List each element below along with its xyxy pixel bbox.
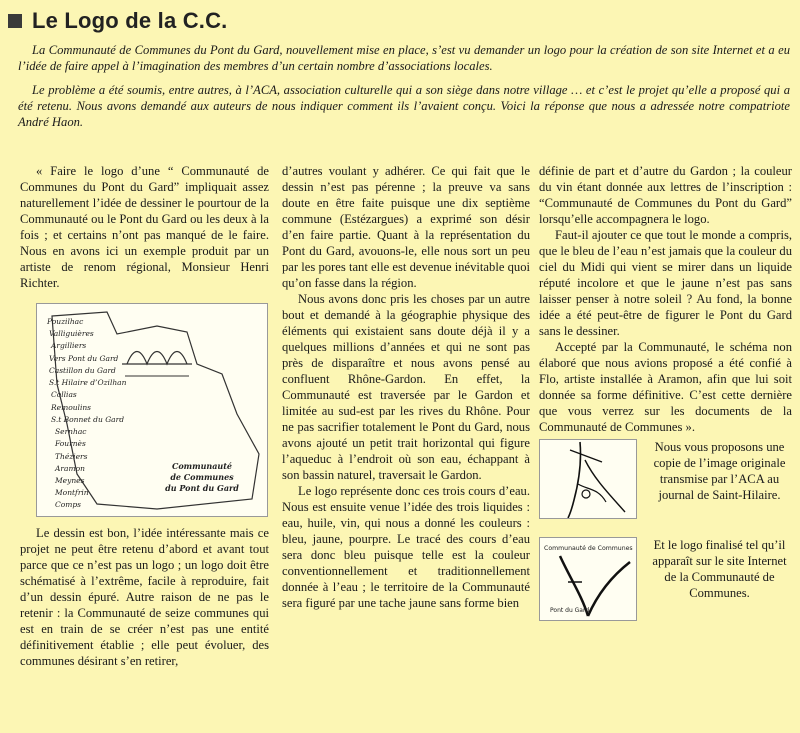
header-square-bullet xyxy=(8,14,22,28)
sketch-caption-line: de Communes xyxy=(170,472,234,482)
commune-label: S.t Hilaire d’Ozilhan xyxy=(49,378,127,387)
sketch-commune-labels xyxy=(46,317,127,509)
intro-text-1: La Communauté de Communes du Pont du Gard, nouvellement mise en place, s’est vu demander un logo pour la création de son site Internet et a eu l’idée de faire appel à l’imagination des membres d’un certain nombre d’associations locales. xyxy=(18,43,790,73)
sketch-caption xyxy=(165,461,239,493)
intro-paragraph-2 xyxy=(18,82,790,130)
commune-label: Argilliers xyxy=(51,341,87,350)
commune-label: Valliguières xyxy=(49,329,94,338)
col3-paragraph-2: Faut-il ajouter ce que tout le monde a compris, que le bleu de l’eau n’est jamais que la couleur du ciel du Midi qui vient se mirer dans un liquide réputé incolore et que le jaune n’est pas sans laisser penser à notre soleil ? Au fond, la bonne idée a été peut-être de figurer le Pont du Gard sans le dessiner. xyxy=(539,228,792,338)
intro-paragraph-1 xyxy=(18,42,790,74)
col1-paragraph-1: « Faire le logo d’une “ Communauté de Communes du Pont du Gard” impliquait assez naturellement l’idée de dessiner le pourtour de la Communauté ou le Pont du Gard ou les deux à la fois ; et certains n’ont pas manqué de le faire. Nous en avons ici un exemple produit par un artiste de renom régional, Monsieur Henri Richter. xyxy=(20,164,269,290)
commune-label: S.t Bonnet du Gard xyxy=(51,415,125,424)
col3-paragraph-3: Accepté par la Communauté, le schéma non élaboré que nous avions proposé a été confié à Flo, artiste installée à Aramon, afin que lui soit donnée sa forme définitive. C’est cette dernière que vous verrez sur les documents de la Communauté de Communes ». xyxy=(539,340,792,434)
commune-label: Collias xyxy=(51,390,77,399)
final-logo-caption: Et le logo finalisé tel qu’il apparaît sur le site Internet de la Communauté de Communes. xyxy=(652,538,787,600)
original-image-row xyxy=(539,439,792,519)
commune-label: Remoulins xyxy=(51,403,92,412)
sketch-caption-line: Communauté xyxy=(171,461,233,471)
column-1 xyxy=(20,163,269,669)
column-2 xyxy=(282,163,530,611)
commune-label: Vers Pont du Gard xyxy=(49,354,119,363)
article-header xyxy=(8,6,228,36)
intro-text-2: Le problème a été soumis, entre autres, à l’ACA, association culturelle qui a son siège dans notre village … et c’est le projet qu’elle a proposé qui a été retenu. Nous avons demandé aux auteurs de nous indiquer comment ils l’avaient conçu. Voici la réponse que nous a adressée notre compatriote André Haon. xyxy=(18,83,790,129)
commune-label: Fournès xyxy=(55,439,86,448)
final-logo-image xyxy=(539,537,637,621)
richter-sketch-figure xyxy=(36,303,268,517)
commune-label: Comps xyxy=(55,500,82,509)
logo-bottom-text: Pont du Gard xyxy=(550,607,590,614)
sketch-map-drawing xyxy=(37,304,267,516)
commune-label: Castillon du Gard xyxy=(49,366,116,375)
column-3 xyxy=(539,163,792,621)
original-image-caption: Nous vous proposons une copie de l’image originale transmise par l’ACA au journal de Saint-Hilaire. xyxy=(653,440,786,502)
logo-top-text: Communauté de Communes xyxy=(544,545,633,552)
commune-label: Aramon xyxy=(55,464,85,473)
sketch-caption-line: du Pont du Gard xyxy=(165,483,239,493)
col2-paragraph-3: Le logo représente donc ces trois cours d’eau. Nous est ensuite venue l’idée des trois liquides : eau, huile, vin, qui nous a donné les couleurs : bleu, jaune, pourpre. Le tracé des cours d’eau sera donc bleu puisque telle est la couleur conventionnellement et traditionnellement donnée à l’eau ; le territoire de la Communauté sera figuré par une tache jaune sans forme bien xyxy=(282,484,530,610)
col3-paragraph-1: définie de part et d’autre du Gardon ; la couleur du vin étant donnée aux lettres de l’inscription : “Communauté de Communes du Pont du Gard” lorsqu’elle accompagnera le logo. xyxy=(539,164,792,226)
commune-label: Sernhac xyxy=(55,427,87,436)
col1-paragraph-2: Le dessin est bon, l’idée intéressante mais ce projet ne peut être retenu d’abord et avant tout parce que ce n’est pas un logo ; un logo doit être schématisé à l’extrême, facile à reproduire, fait d’un dessin épuré. Autre raison de ne pas le retenir : la Communauté de seize communes qui est en train de se créer n’est pas une entité définitivement établie ; elle peut évoluer, des communes désirant s’en retirer, xyxy=(20,526,269,668)
original-aca-image xyxy=(539,439,637,519)
commune-label: Théziers xyxy=(55,452,88,461)
commune-label: Meynes xyxy=(55,476,85,485)
commune-label: Montfrin xyxy=(55,488,89,497)
final-logo-row xyxy=(539,537,792,621)
col2-paragraph-2: Nous avons donc pris les choses par un autre bout et demandé à la géographie physique des éléments qui existaient sans doute déjà il y a quelques millions d’années et qui ne sont pas près de disparaître et nous avons pensé au confluent Rhône-Gardon. En effet, la Communauté est traversée par le Gardon et limitée au sud-est par les rives du Rhône. Pour ne pas sacrifier totalement le Pont du Gard, nous avons ajouté un petit trait horizontal qui figure l’aqueduc à l’endroit où son eau, échappant à son bassin naturel, traversait le Gardon. xyxy=(282,292,530,482)
final-logo-drawing xyxy=(540,538,636,620)
col2-paragraph-1: d’autres voulant y adhérer. Ce qui fait que le dessin n’est pas pérenne ; la preuve va sans doute en être faite puisque une dix septième commune (Estézargues) a exprimé son désir d’en faire partie. Quant à la représentation du Pont du Gard, avouons-le, elle nous sort un peu par les pores tant elle est devenue inévitable quoi qu’on fasse dans la région. xyxy=(282,164,530,290)
commune-label: Pouzilhac xyxy=(47,317,84,326)
article-title: Le Logo de la C.C. xyxy=(32,8,228,33)
original-sketch-drawing xyxy=(540,440,636,518)
